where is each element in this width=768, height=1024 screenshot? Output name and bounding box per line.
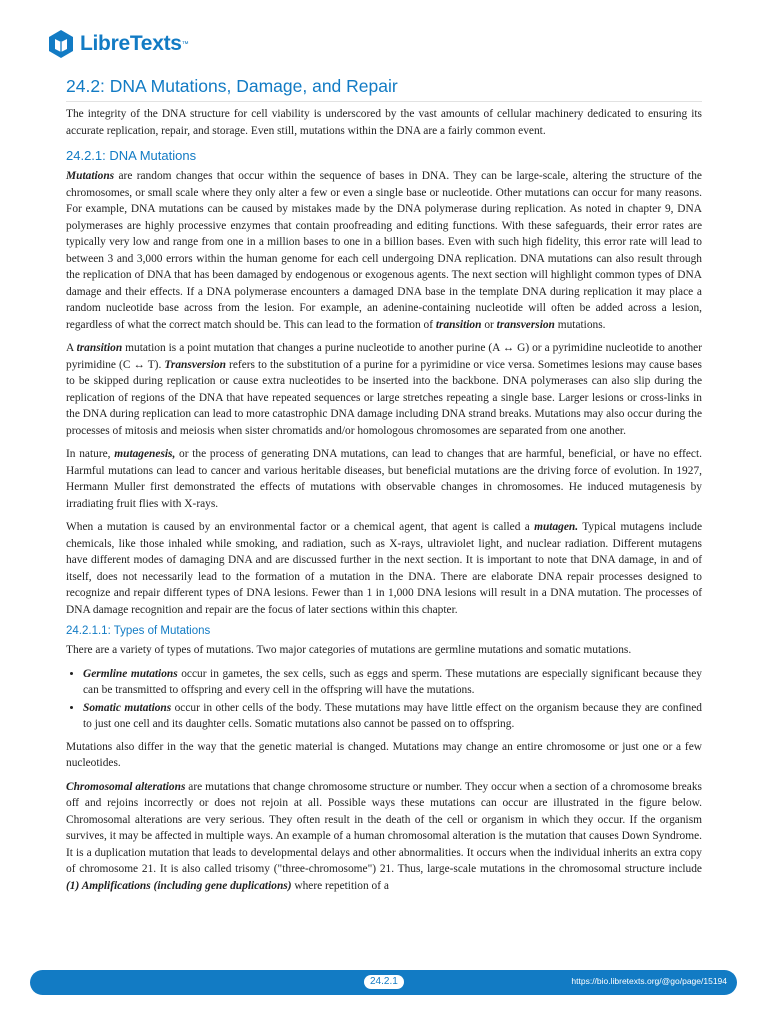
term-transition: transition: [435, 318, 482, 331]
term-mutations: Mutations: [66, 170, 115, 182]
text: occur in gametes, the sex cells, such as eggs and sperm. These mutations are especially significant because they can be transmitted to offspring and every cell in the offspring will have the mutations.: [83, 667, 702, 696]
paragraph-mutations: [66, 168, 702, 333]
mutation-types-list: [66, 666, 702, 733]
text: where repetition of a: [291, 879, 389, 892]
logo-trademark: ™: [181, 40, 189, 48]
text: In nature,: [66, 448, 115, 460]
term-germline: Germline mutations: [83, 667, 178, 680]
page-footer: [30, 970, 737, 995]
text: When a mutation is caused by an environmental factor or a chemical agent, that agent is called a: [66, 521, 535, 533]
term-transversion: Transversion: [164, 358, 226, 371]
page-title: 24.2: DNA Mutations, Damage, and Repair: [66, 76, 702, 102]
term-amplifications: (1) Amplifications (including gene duplications): [66, 879, 292, 892]
section-heading-types-of-mutations: 24.2.1.1: Types of Mutations: [66, 625, 211, 637]
text: refers to the substitution of a purine for a pyrimidine or vice versa. Sometimes lesions may cause bases to be skipped during replication or cause extra nucleotides to be inserted into the backbone. DNA polymerases can also slip during the replication of regions of the DNA that have repeated sequences or large stretches repeating a single base. Larger lesions or cross-links in the DNA during replication can lead to more catastrophic DNA damage including DNA strand breaks. Mutations may also occur during the processes of mitosis and meiosis when sister chromatids and/or homologous chromosomes are separated from one another.: [66, 358, 702, 437]
section-heading-dna-mutations: 24.2.1: DNA Mutations: [66, 148, 197, 163]
term-mutagen: mutagen.: [534, 521, 579, 533]
paragraph-genetic-material: Mutations also differ in the way that the genetic material is changed. Mutations may change an entire chromosome or just one or a few nucleotides.: [66, 740, 702, 769]
term-mutagenesis: mutagenesis,: [114, 448, 176, 460]
text: mutation is a point mutation that changes a purine nucleotide to another purine (A ↔ G) or a pyrimidine nucleotide to another pyrimidine (C ↔ T).: [66, 342, 702, 371]
text: mutations.: [554, 318, 606, 331]
logo-text[interactable]: LibreTexts: [80, 32, 182, 55]
page-number-badge: 24.2.1: [364, 975, 404, 989]
paragraph-chromosomal-alterations: [66, 779, 702, 895]
term-transversion: transversion: [496, 318, 555, 331]
site-header: [46, 26, 189, 62]
text: are mutations that change chromosome structure or number. They occur when a section of a chromosome breaks off and rejoins incorrectly or does not rejoin at all. Possible ways these mutations can occur are illustrated in the figure below. Chromosomal alterations are very serious. They often result in the death of the cell or organism in which they occur. If the organism survives, it may be affected in multiple ways. An example of a human chromosomal alteration is the mutation that causes Down Syndrome. It is a duplication mutation that leads to developmental delays and other abnormalities. It occurs when the individual inherits an extra copy of chromosome 21. It is also called trisomy ("three-chromosome") 21. Thus, large-scale mutations in the chromosomal structure include: [66, 780, 702, 875]
text: or the process of generating DNA mutations, can lead to changes that are harmful, beneficial, or have no effect. Harmful mutations can lead to cancer and various heritable diseases, but beneficial mutations are the driving force of evolution. In 1927, Hermann Muller first demonstrated the effects of mutations with observable changes in chromosomes. He induced mutagenesis by irradiating fruit flies with X-rays.: [66, 448, 702, 510]
list-item-germline: [83, 666, 702, 699]
libretexts-logo-icon[interactable]: [46, 29, 76, 59]
term-chromosomal-alterations: Chromosomal alterations: [66, 780, 186, 793]
text: or: [481, 318, 497, 331]
paragraph-types-intro: There are a variety of types of mutations. Two major categories of mutations are germline mutations and somatic mutations.: [66, 644, 632, 656]
page-url-link[interactable]: https://bio.libretexts.org/@go/page/15194: [571, 976, 727, 986]
text: are random changes that occur within the sequence of bases in DNA. They can be large-scale, altering the structure of the chromosomes, or small scale where they only alter a few or even a single base or nucleotide. Other mutations can occur for many reasons. For example, DNA mutations can be caused by mistakes made by the DNA polymerase during replication. As noted in chapter 9, DNA polymerases are highly processive enzymes that contain proofreading and editing functions. With these safeguards, their error rates are typically very low and range from one in a million bases to one in a billion bases. Even with such high fidelity, this error rate will lead to between 3 and 3,000 errors within the human genome for each cell undergoing DNA replication. DNA mutations can also result through the replication of DNA that has been damaged by endogenous or exogenous agents. The next section will highlight common types of DNA damage and their effects. If a DNA polymerase encounters a damaged DNA base in the template DNA during replication it may place a random nucleotide base across from the lesion. For example, an adenine-containing nucleotide will often be added across a lesion, regardless of what the correct match should be. This can lead to the formation of: [66, 170, 702, 331]
main-content: [66, 76, 702, 901]
term-transition: transition: [76, 342, 123, 354]
text: A: [66, 342, 77, 354]
intro-paragraph: The integrity of the DNA structure for cell viability is underscored by the vast amounts of cellular machinery dedicated to ensuring its accurate replication, repair, and storage. Even still, mutations within the DNA are a fairly common event.: [66, 108, 702, 137]
term-somatic: Somatic mutations: [83, 701, 172, 714]
text: occur in other cells of the body. These mutations may have little effect on the organism because they are confined to just one cell and its daughter cells. Somatic mutations also cannot be passed on to offspring.: [83, 701, 702, 730]
paragraph-transition: [66, 340, 702, 439]
paragraph-mutagen: [66, 519, 702, 618]
paragraph-mutagenesis: [66, 446, 702, 512]
list-item-somatic: [83, 700, 702, 733]
text: Typical mutagens include chemicals, like those inhaled while smoking, and radiation, such as X-rays, ultraviolet light, and nuclear radiation. Different mutagens have different modes of damaging DNA and are discussed further in the next section. It is important to note that DNA damage, in and of itself, does not necessarily lead to the formation of a mutation in the DNA. There are elaborate DNA repair processes designed to recognize and repair different types of DNA lesions. Fewer than 1 in 1,000 DNA lesions will result in a DNA mutation. The processes of DNA damage recognition and repair are the focus of later sections within this chapter.: [66, 521, 702, 616]
